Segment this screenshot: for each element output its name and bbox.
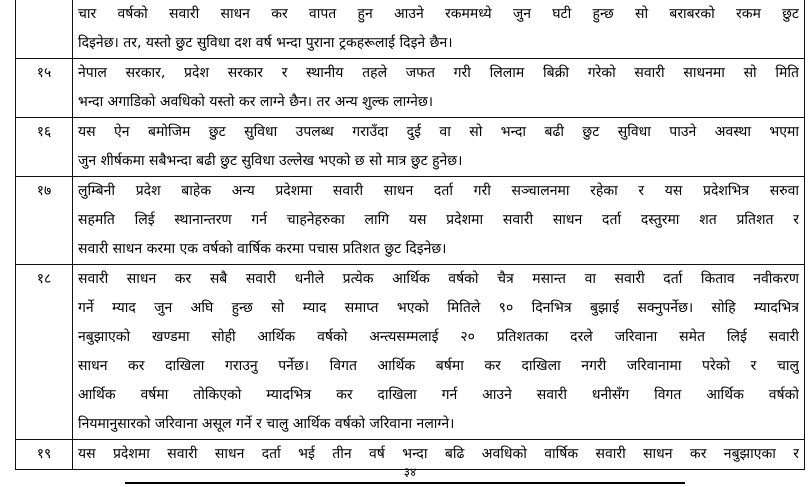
clause-text-line: आर्थिक वर्षमा तोकिएको म्यादभित्र कर दाखिला गर्न आउने सवारी धनीसँग विगत आर्थिक वर्षको: [78, 387, 799, 403]
clause-text-line: नेपाल सरकार, प्रदेश सरकार र स्थानीय तहले जफत गरी लिलाम बिक्री गरेको सवारी साधनमा सो मिति: [78, 65, 799, 81]
table-row: [16, 0, 805, 59]
clause-text-line: सहमति लिई स्थानान्तरण गर्न चाहनेहरुका लागि यस प्रदेशमा सवारी साधन दर्ता दस्तुरमा शत प्रतिशत र: [78, 212, 799, 228]
clause-text-line: दिइनेछ। तर, यस्तो छुट सुविधा दश वर्ष भन्दा पुराना ट्रकहरूलाई दिइने छैन।: [78, 35, 453, 51]
clause-text-line: साधन कर दाखिला गराउनु पर्नेछ। विगत आर्थिक बर्षमा कर दाखिला नगरी जरिवानामा परेको र चालु: [78, 358, 799, 374]
clause-text-line: चार वर्षको सवारी साधन कर वापत हुन आउने रकममध्ये जुन घटी हुन्छ सो बराबरको रकम छुट: [78, 6, 799, 22]
clause-text-cell: [73, 177, 805, 265]
clause-text-line: नबुझाएको खण्डमा सोही आर्थिक वर्षको अन्त्यसम्मलाई २० प्रतिशतका दरले जरिवाना समेत लिई सवारी: [78, 329, 799, 345]
table-row: [16, 59, 805, 118]
clause-text-line: सवारी साधन कर सबै सवारी धनीले प्रत्येक आर्थिक वर्षको चैत्र मसान्त वा सवारी दर्ता किताव नवीकरण: [78, 271, 799, 287]
clause-text-line: यस ऐन बमोजिम छुट सुविधा उपलब्ध गराउँदा दुई वा सो भन्दा बढी छुट सुविधा पाउने अवस्था भएमा: [78, 124, 799, 140]
clause-text-line: जुन शीर्षकमा सबैभन्दा बढी छुट सुविधा उल्लेख भएको छ सो मात्र छुट हुनेछ।: [78, 153, 463, 169]
clause-text-line: भन्दा अगाडिको अवधिको यस्तो कर लाग्ने छैन। तर अन्य शुल्क लाग्नेछ।: [78, 94, 434, 110]
clause-number-cell: [16, 177, 73, 265]
clause-text-line: नियमानुसारको जरिवाना असूल गर्ने र चालु आर्थिक वर्षको जरिवाना नलाग्ने।: [78, 416, 455, 432]
clause-text-line: गर्ने म्याद जुन अघि हुन्छ सो म्याद समाप्त भएको मितिले ९० दिनभित्र बुझाई सक्नुपर्नेछ। सोहि म्यादभित्र: [78, 300, 799, 316]
clause-text-line: लुम्बिनी प्रदेश बाहेक अन्य प्रदेशमा सवारी साधन दर्ता गरी सञ्चालनमा रहेका र यस प्रदेशभित्र सरुवा: [78, 183, 799, 199]
clause-text-cell: [73, 59, 805, 118]
page-footer: [15, 460, 805, 487]
clause-number: १८: [36, 271, 52, 287]
clause-text-cell: [73, 118, 805, 177]
clause-number: १६: [36, 124, 52, 140]
clause-number-cell: [16, 0, 73, 59]
provisions-table: [15, 0, 805, 470]
clause-text-cell: [73, 0, 805, 59]
clause-number-cell: [16, 265, 73, 440]
clause-number: १९: [36, 446, 52, 462]
clause-number: १५: [36, 65, 52, 81]
footer-rule: [125, 482, 685, 484]
page-number: ३४: [403, 465, 417, 479]
clause-number: १७: [36, 183, 52, 199]
clause-number-cell: [16, 118, 73, 177]
clause-text-cell: [73, 265, 805, 440]
table-row: [16, 265, 805, 440]
clause-text-line: सवारी साधन करमा एक वर्षको वार्षिक करमा पचास प्रतिशत छुट दिइनेछ।: [78, 241, 447, 257]
clause-text-line: यस प्रदेशमा सवारी साधन दर्ता भई तीन वर्ष भन्दा बढि अवधिको वार्षिक सवारी साधन कर नबुझाएका र: [78, 446, 799, 462]
table-row: [16, 118, 805, 177]
clause-number-cell: [16, 59, 73, 118]
table-row: [16, 177, 805, 265]
